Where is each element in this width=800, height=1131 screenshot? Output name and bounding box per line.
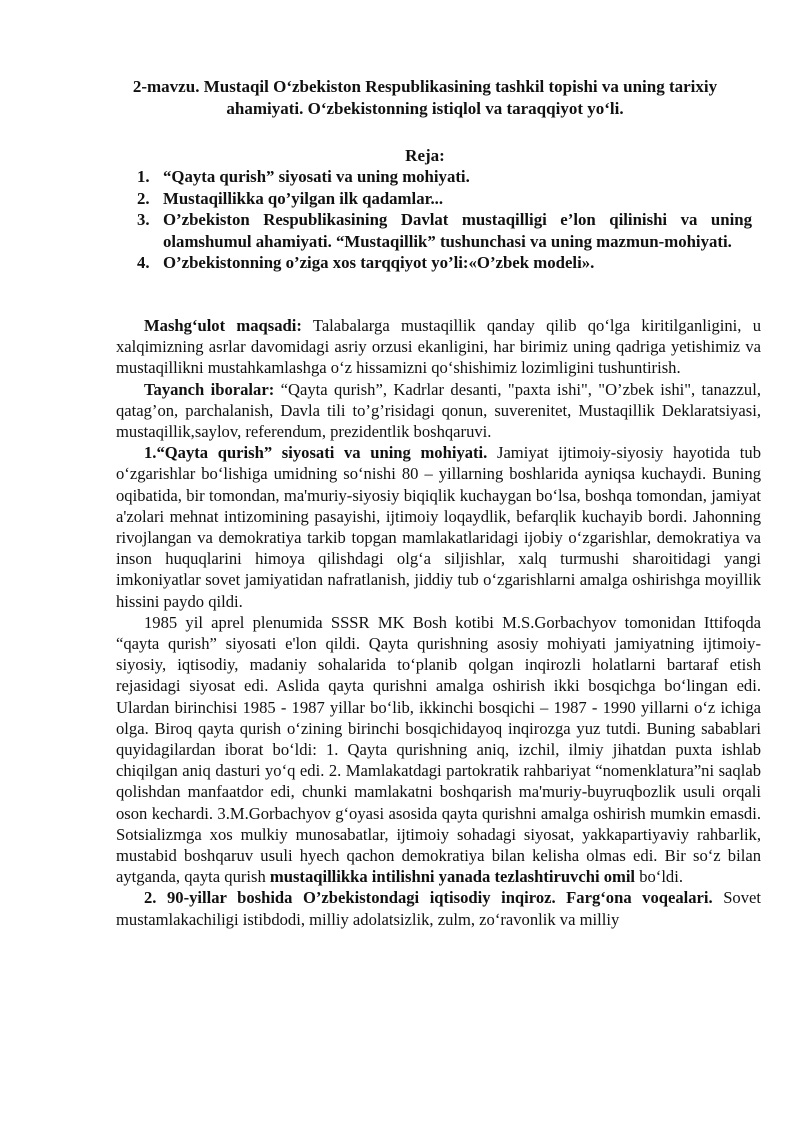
plan-item-number: 3. xyxy=(137,210,150,230)
paragraph-1985-emphasis: mustaqillikka intilishni yanada tezlashtiruvchi omil xyxy=(269,867,636,887)
plan-item-text: “Qayta qurish” siyosati va uning mohiyati. xyxy=(163,167,470,186)
plan-heading: Reja: xyxy=(405,146,445,165)
plan-item-text: Mustaqillikka qo’yilgan ilk qadamlar... xyxy=(163,188,444,208)
section-2-paragraph xyxy=(116,887,761,929)
section-1-paragraph xyxy=(116,442,761,612)
title-separator: . xyxy=(195,77,204,96)
topic-number: 2-mavzu xyxy=(132,77,196,96)
topic-title: Mustaqil O‘zbekiston Respublikasining tashkil topishi va uning tarixiy ahamiyati. O‘zbekistonning istiqlol va taraqqiyot yo‘li. xyxy=(203,77,718,118)
paragraph-1985-text: 1985 yil aprel plenumida SSSR MK Bosh kotibi M.S.Gorbachyov tomonidan Ittifoqda “qayta qurish” siyosati e'lon qildi. Qayta qurishning asosiy mohiyati jamiyatning ijtimoiy-siyosiy, iqtisodiy, madaniy sohalarida to‘planib qolgan inqirozli holatlarni bartaraf etish rejasidagi siyosat edi. Aslida qayta qurishni amalga oshirish ikki bosqichga bo‘lingan edi. Ulardan birinchisi 1985 - 1987 yillar bo‘lib, ikkinchi bosqichi – 1987 - 1990 yillarni o‘z ichiga olga. Biroq qayta qurish o‘zining birinchi bosqichidayoq inqirozga yuz tutdi. Buning sabablari quyidagilardan iborat bo‘ldi: 1. Qayta qurishning aniq, izchil, ilmiy jihatdan puxta ishlab chiqilgan aniq dasturi yo‘q edi. 2. Mamlakatdagi partokratik rahbariyat “nomenklatura”ni saqlab qolishdan manfaatdor edi, chunki mamlakatni boshqarish ma'muriy-buyruqbozlik usuli orqali oson kechardi. 3.M.Gorbachyov g‘oyasi asosida qayta qurishni amalga oshirish mumkin emasdi. Sotsializmga xos mulkiy munosabatlar, ijtimoiy sohadagi siyosat, yakkapartiyaviy rahbarlik, mustabid boshqaruv usuli hyech qachon demokratiya bilan kelisha olmas edi. Bir so‘z bilan aytganda, qayta qurish xyxy=(116,612,761,887)
plan-item-text: O’zbekistonning o’ziga xos tarqqiyot yo’li:«O’zbek modeli». xyxy=(163,253,595,273)
section-2-heading: 2. 90-yillar boshida O’zbekistondagi iqtisodiy inqiroz. Farg‘ona voqealari. xyxy=(144,888,713,908)
body-text xyxy=(116,315,761,930)
keywords-paragraph xyxy=(116,379,761,443)
section-2-text: Sovet mustamlakachiligi istibdodi, milliy adolatsizlik, zulm, zo‘ravonlik va milliy xyxy=(116,888,761,929)
goal-text: Talabalarga mustaqillik qanday qilib qo‘lga kiritilganligini, u xalqimizning asrlar davomidagi asriy orzusi ekanligini, har birimiz uning qadriga yetishimiz va mustaqillikni mustahkamlashga o‘z hissamizni qo‘shishimiz lozimligini tushuntirish. xyxy=(116,316,761,378)
document-title xyxy=(100,76,750,120)
plan-list xyxy=(137,166,752,274)
section-1-text: Jamiyat ijtimoiy-siyosiy hayotida tub o‘zgarishlar bo‘lishiga umidning so‘nishi 80 – yillarning boshlarida ayniqsa kuchaydi. Buning oqibatida, bir tomondan, ma'muriy-siyosiy biqiqlik kuchaygan bo‘lsa, boshqa tomondan, jamiyat a'zolari mehnat intizomining pasayishi, ijtimoiy loqaydlik, befarqlik kuchayib bordi. Jahonning rivojlangan va demokratiya tarkib topgan mamlakatlaridagi ijobiy o‘zgarishlar, demokratiya va inson huquqlarini himoya qilishdagi olg‘a siljishlar, xalq turmushi sharoitidagi yangi imkoniyatlar sovet jamiyatidan nafratlanish, jiddiy tub o‘zgarishlarni amalga oshirishga moyillik hissini paydo qildi. xyxy=(116,443,761,611)
plan-item xyxy=(137,166,752,188)
section-1-heading: 1.“Qayta qurish” siyosati va uning mohiyati. xyxy=(144,443,488,463)
paragraph-1985-end: bo‘ldi. xyxy=(635,867,683,887)
paragraph-1985 xyxy=(116,612,761,888)
keywords-text: “Qayta qurish”, Kadrlar desanti, "paxta ishi", "O’zbek ishi", tanazzul, qatag’on, parchalanish, Davla tili to’g’risidagi qonun, suverenitet, Mustaqillik Deklaratsiyasi, mustaqillik,saylov, referendum, prezidentlik boshqaruvi. xyxy=(116,379,761,442)
plan-item xyxy=(137,252,752,274)
plan-item-number: 2. xyxy=(137,188,150,208)
goal-paragraph xyxy=(116,315,761,379)
plan-item-text: O’zbekiston Respublikasining Davlat mustaqilligi e’lon qilinishi va uning olamshumul ahamiyati. “Mustaqillik” tushunchasi va uning mazmun-mohiyati. xyxy=(163,210,752,251)
plan-item-number: 1. xyxy=(137,167,150,186)
plan-item xyxy=(137,209,752,252)
plan-item-number: 4. xyxy=(137,253,150,273)
goal-label: Mashg‘ulot maqsadi: xyxy=(144,316,302,335)
keywords-label: Tayanch iboralar: xyxy=(144,379,275,399)
plan-item xyxy=(137,188,752,210)
